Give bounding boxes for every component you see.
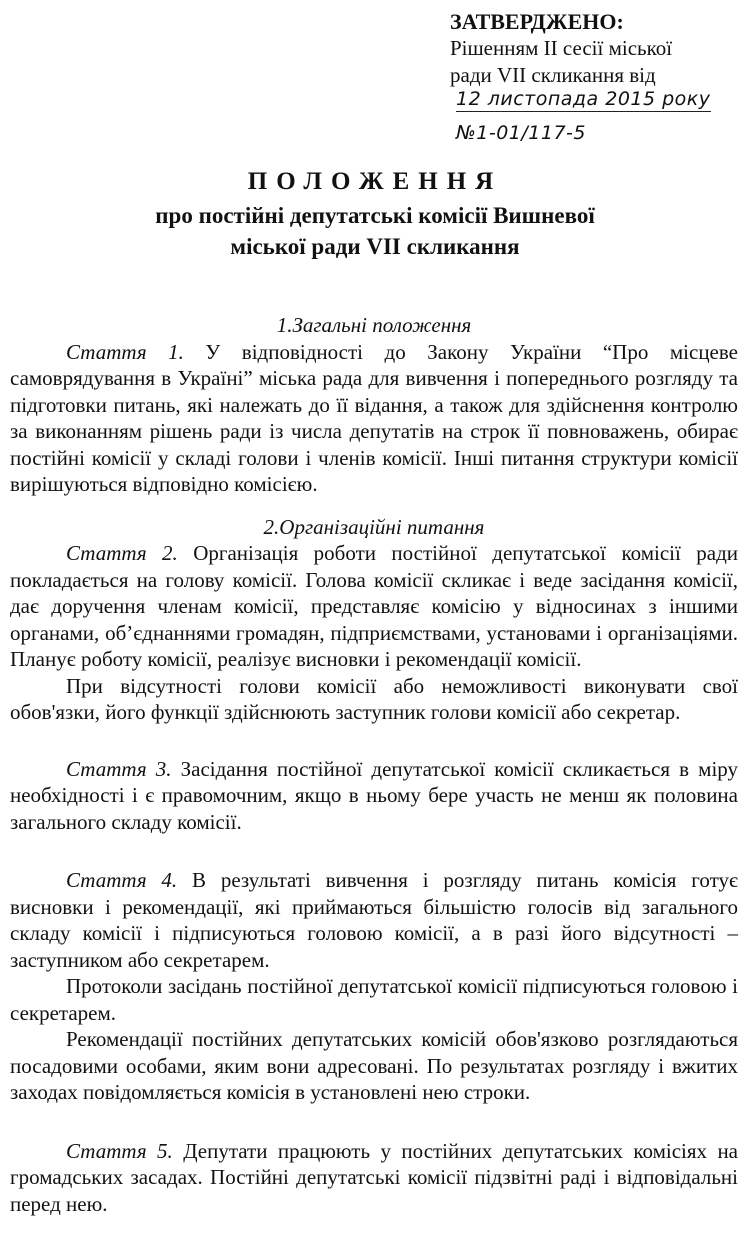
section-2-title: 2.Організаційні питання — [263, 514, 485, 539]
approval-block — [450, 8, 745, 89]
article-4-paragraph-2: Протоколи засідань постійної депутатської комісії підписуються головою і секретарем. — [10, 974, 738, 1025]
article-5-label: Стаття 5. — [66, 1138, 173, 1163]
handwritten-number: №1-01/117-5 — [456, 122, 586, 144]
article-3-label: Стаття 3. — [66, 756, 172, 781]
article-3 — [10, 756, 738, 836]
document-title: ПОЛОЖЕННЯ — [247, 168, 503, 195]
section-1-title: 1.Загальні положення — [276, 313, 472, 337]
article-5 — [10, 1138, 738, 1218]
document-subtitle — [0, 200, 750, 262]
handwritten-date: 12 листопада 2015 року — [456, 88, 711, 110]
approval-heading: ЗАТВЕРДЖЕНО: — [450, 9, 624, 34]
article-5-text: Депутати працюють у постійних депутатських комісіях на громадських засадах. Постійні депутатські комісії підзвітні раді і відповідальні перед нею. — [10, 1138, 739, 1216]
article-4-paragraph-3: Рекомендації постійних депутатських комісій обов'язково розглядаються посадовими особами, яким вони адресовані. По результатах розгляду і вжитих заходах повідомляється комісія в установлені нею строки. — [10, 1027, 738, 1104]
article-1 — [10, 339, 738, 498]
article-2-paragraph-2: При відсутності голови комісії або неможливості виконувати свої обов'язки, його функції здійснюють заступник голови комісії або секретар. — [10, 673, 738, 724]
article-1-label: Стаття 1. — [66, 339, 184, 364]
document-body — [10, 312, 738, 1217]
article-3-text: Засідання постійної депутатської комісії скликається в міру необхідності і є правомочним, якщо в ньому бере участь не менш як половина загального складу комісії. — [10, 756, 739, 834]
article-2-text: Організація роботи постійної депутатської комісії ради покладається на голову комісії. Голова комісії скликає і веде засідання комісії, дає доручення членам комісії, представляє комісію у відносинах з іншими органами, об’єднаннями громадян, підприємствами, установами і організаціями. Планує роботу комісії, реалізує висновки і рекомендації комісії. — [10, 541, 738, 671]
approval-line-1: Рішенням II сесії міської — [450, 36, 673, 60]
approval-line-2: ради VII скликання від — [450, 63, 656, 87]
article-2-label: Стаття 2. — [66, 541, 178, 565]
subtitle-line-2: міської ради VII скликання — [230, 234, 520, 259]
article-4-label: Стаття 4. — [66, 868, 178, 892]
subtitle-line-1: про постійні депутатські комісії Вишневої — [155, 203, 595, 228]
article-4-text: В результаті вивчення і розгляду питань комісія готує висновки і рекомендації, які приймаються більшістю голосів від загального складу комісії і підписуються головою комісії, а в разі його відсутності – заступником або секретарем. — [10, 868, 738, 972]
article-2 — [10, 540, 738, 673]
article-4 — [10, 867, 738, 973]
article-1-text: У відповідності до Закону України “Про місцеве самоврядування в Україні” міська рада для вивчення і попереднього розгляду та підготовки питань, які належать до її відання, а також для здійснення контролю за виконанням рішень ради із числа депутатів на строк її повноважень, обирає постійні комісії у складі голови і членів комісії. Інші питання структури комісії вирішуються відповідно комісією. — [10, 339, 738, 496]
